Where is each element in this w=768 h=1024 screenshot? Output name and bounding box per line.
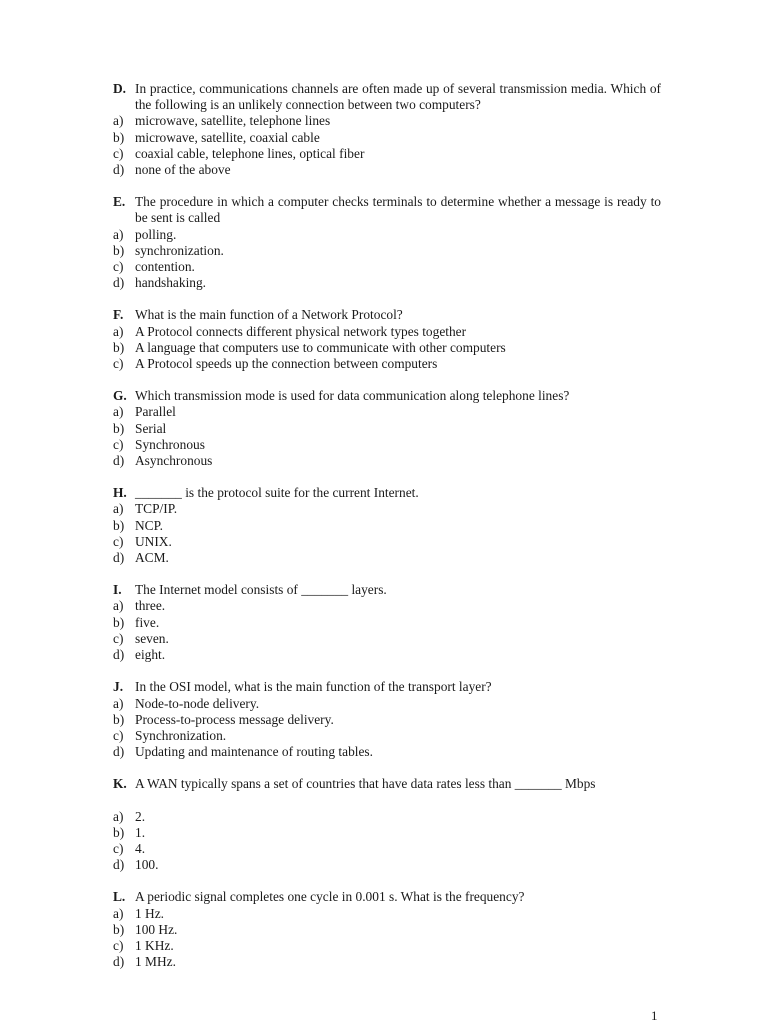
option-text: Asynchronous xyxy=(135,453,213,469)
answer-option xyxy=(113,227,661,243)
question-stem xyxy=(113,582,661,598)
option-text: 4. xyxy=(135,840,146,856)
answer-option xyxy=(113,259,661,275)
answer-option xyxy=(113,954,661,970)
option-letter: a) xyxy=(113,695,124,711)
answer-option xyxy=(113,437,661,453)
option-letter: a) xyxy=(113,226,124,242)
option-text: ACM. xyxy=(135,550,169,566)
option-letter: d) xyxy=(113,647,125,663)
option-letter: d) xyxy=(113,162,125,178)
answer-option xyxy=(113,146,661,162)
answer-option xyxy=(113,906,661,922)
question-text: In the OSI model, what is the main function of the transport layer? xyxy=(135,679,492,695)
question-text: A periodic signal completes one cycle in 0.001 s. What is the frequency? xyxy=(135,889,525,905)
blank-line xyxy=(113,793,661,809)
option-text: UNIX. xyxy=(135,533,172,549)
option-letter: a) xyxy=(113,404,124,420)
question-letter: E. xyxy=(113,194,126,210)
question-letter: J. xyxy=(113,679,124,695)
question-letter: D. xyxy=(113,81,127,96)
question-h xyxy=(113,485,661,566)
option-letter: b) xyxy=(113,711,125,727)
option-letter: c) xyxy=(113,533,124,549)
option-text: eight. xyxy=(135,647,166,663)
option-letter: a) xyxy=(113,808,124,824)
answer-option xyxy=(113,615,661,631)
option-letter: c) xyxy=(113,840,124,856)
answer-option xyxy=(113,550,661,566)
option-text: A language that computers use to communicate with other computers xyxy=(135,339,506,355)
option-text: Synchronization. xyxy=(135,727,227,743)
option-text: microwave, satellite, coaxial cable xyxy=(135,129,320,145)
option-letter: b) xyxy=(113,420,125,436)
answer-option xyxy=(113,421,661,437)
option-letter: a) xyxy=(113,113,124,129)
question-i xyxy=(113,582,661,663)
question-e xyxy=(113,194,661,291)
option-letter: b) xyxy=(113,824,125,840)
question-stem xyxy=(113,889,661,905)
question-text: What is the main function of a Network Protocol? xyxy=(135,307,403,323)
question-d xyxy=(113,81,661,178)
answer-option xyxy=(113,518,661,534)
answer-option xyxy=(113,130,661,146)
option-letter: b) xyxy=(113,614,125,630)
option-letter: d) xyxy=(113,744,125,760)
question-stem xyxy=(113,388,661,404)
option-letter: c) xyxy=(113,630,124,646)
question-letter: H. xyxy=(113,485,127,501)
question-letter: L. xyxy=(113,889,126,905)
option-letter: b) xyxy=(113,517,125,533)
answer-option xyxy=(113,162,661,178)
option-text: polling. xyxy=(135,226,177,242)
answer-option xyxy=(113,938,661,954)
question-stem xyxy=(113,679,661,695)
option-text: TCP/IP. xyxy=(135,501,178,517)
option-letter: a) xyxy=(113,501,124,517)
option-text: seven. xyxy=(135,630,169,646)
question-l xyxy=(113,889,661,970)
question-text: Which transmission mode is used for data communication along telephone lines? xyxy=(135,388,570,404)
answer-option xyxy=(113,841,661,857)
option-text: Process-to-process message delivery. xyxy=(135,711,334,727)
answer-option xyxy=(113,712,661,728)
option-letter: a) xyxy=(113,598,124,614)
question-letter: G. xyxy=(113,388,127,404)
option-text: NCP. xyxy=(135,517,163,533)
option-text: 1 Hz. xyxy=(135,905,165,921)
option-text: Parallel xyxy=(135,404,176,420)
question-text: In practice, communications channels are often made up of several transmission media. Which of the following is an unlikely connection between two computers? xyxy=(135,81,661,113)
option-letter: b) xyxy=(113,921,125,937)
question-letter: K. xyxy=(113,776,127,792)
answer-option xyxy=(113,243,661,259)
option-text: handshaking. xyxy=(135,275,207,291)
option-letter: c) xyxy=(113,937,124,953)
question-text: The Internet model consists of _______ layers. xyxy=(135,582,387,598)
answer-option xyxy=(113,744,661,760)
answer-option xyxy=(113,728,661,744)
answer-option xyxy=(113,809,661,825)
option-text: synchronization. xyxy=(135,242,224,258)
question-letter: F. xyxy=(113,307,124,323)
option-letter: a) xyxy=(113,905,124,921)
option-letter: b) xyxy=(113,339,125,355)
question-text: A WAN typically spans a set of countries that have data rates less than _______ Mbps xyxy=(135,776,596,792)
option-text: 1 KHz. xyxy=(135,937,174,953)
answer-option xyxy=(113,113,661,129)
option-text: A Protocol connects different physical network types together xyxy=(135,323,467,339)
answer-option xyxy=(113,356,661,372)
answer-option xyxy=(113,922,661,938)
question-j xyxy=(113,679,661,760)
option-text: coaxial cable, telephone lines, optical fiber xyxy=(135,145,365,161)
option-text: contention. xyxy=(135,259,195,275)
option-letter: d) xyxy=(113,453,125,469)
option-text: 1. xyxy=(135,824,146,840)
question-stem xyxy=(113,194,661,226)
question-stem xyxy=(113,307,661,323)
question-stem xyxy=(113,485,661,501)
answer-option xyxy=(113,324,661,340)
option-text: none of the above xyxy=(135,162,231,178)
option-text: 1 MHz. xyxy=(135,954,176,970)
option-letter: c) xyxy=(113,727,124,743)
option-text: 100 Hz. xyxy=(135,921,178,937)
option-letter: c) xyxy=(113,145,124,161)
question-text: The procedure in which a computer checks terminals to determine whether a message is ready to be sent is called xyxy=(135,194,661,226)
question-k xyxy=(113,776,661,873)
answer-option xyxy=(113,534,661,550)
answer-option xyxy=(113,631,661,647)
option-letter: d) xyxy=(113,550,125,566)
option-letter: d) xyxy=(113,275,125,291)
option-letter: a) xyxy=(113,323,124,339)
answer-option xyxy=(113,404,661,420)
option-text: Updating and maintenance of routing tables. xyxy=(135,744,373,760)
option-text: Synchronous xyxy=(135,436,205,452)
question-letter: I. xyxy=(113,582,122,598)
question-text: _______ is the protocol suite for the current Internet. xyxy=(135,485,419,501)
option-letter: c) xyxy=(113,356,124,372)
option-letter: c) xyxy=(113,436,124,452)
option-letter: d) xyxy=(113,857,125,873)
page-number: 1 xyxy=(651,1008,658,1023)
option-text: microwave, satellite, telephone lines xyxy=(135,113,331,129)
option-text: 2. xyxy=(135,808,146,824)
answer-option xyxy=(113,453,661,469)
answer-option xyxy=(113,340,661,356)
option-letter: d) xyxy=(113,954,125,970)
option-letter: b) xyxy=(113,242,125,258)
option-text: Node-to-node delivery. xyxy=(135,695,260,711)
answer-option xyxy=(113,647,661,663)
question-stem xyxy=(113,81,661,113)
option-text: Serial xyxy=(135,420,167,436)
answer-option xyxy=(113,825,661,841)
option-text: A Protocol speeds up the connection between computers xyxy=(135,356,438,372)
question-f xyxy=(113,307,661,372)
option-letter: b) xyxy=(113,129,125,145)
option-text: 100. xyxy=(135,857,159,873)
answer-option xyxy=(113,598,661,614)
question-g xyxy=(113,388,661,469)
option-text: five. xyxy=(135,614,160,630)
question-sheet xyxy=(113,81,661,986)
answer-option xyxy=(113,696,661,712)
answer-option xyxy=(113,857,661,873)
option-text: three. xyxy=(135,598,166,614)
option-letter: c) xyxy=(113,259,124,275)
answer-option xyxy=(113,501,661,517)
answer-option xyxy=(113,275,661,291)
question-stem xyxy=(113,776,661,792)
